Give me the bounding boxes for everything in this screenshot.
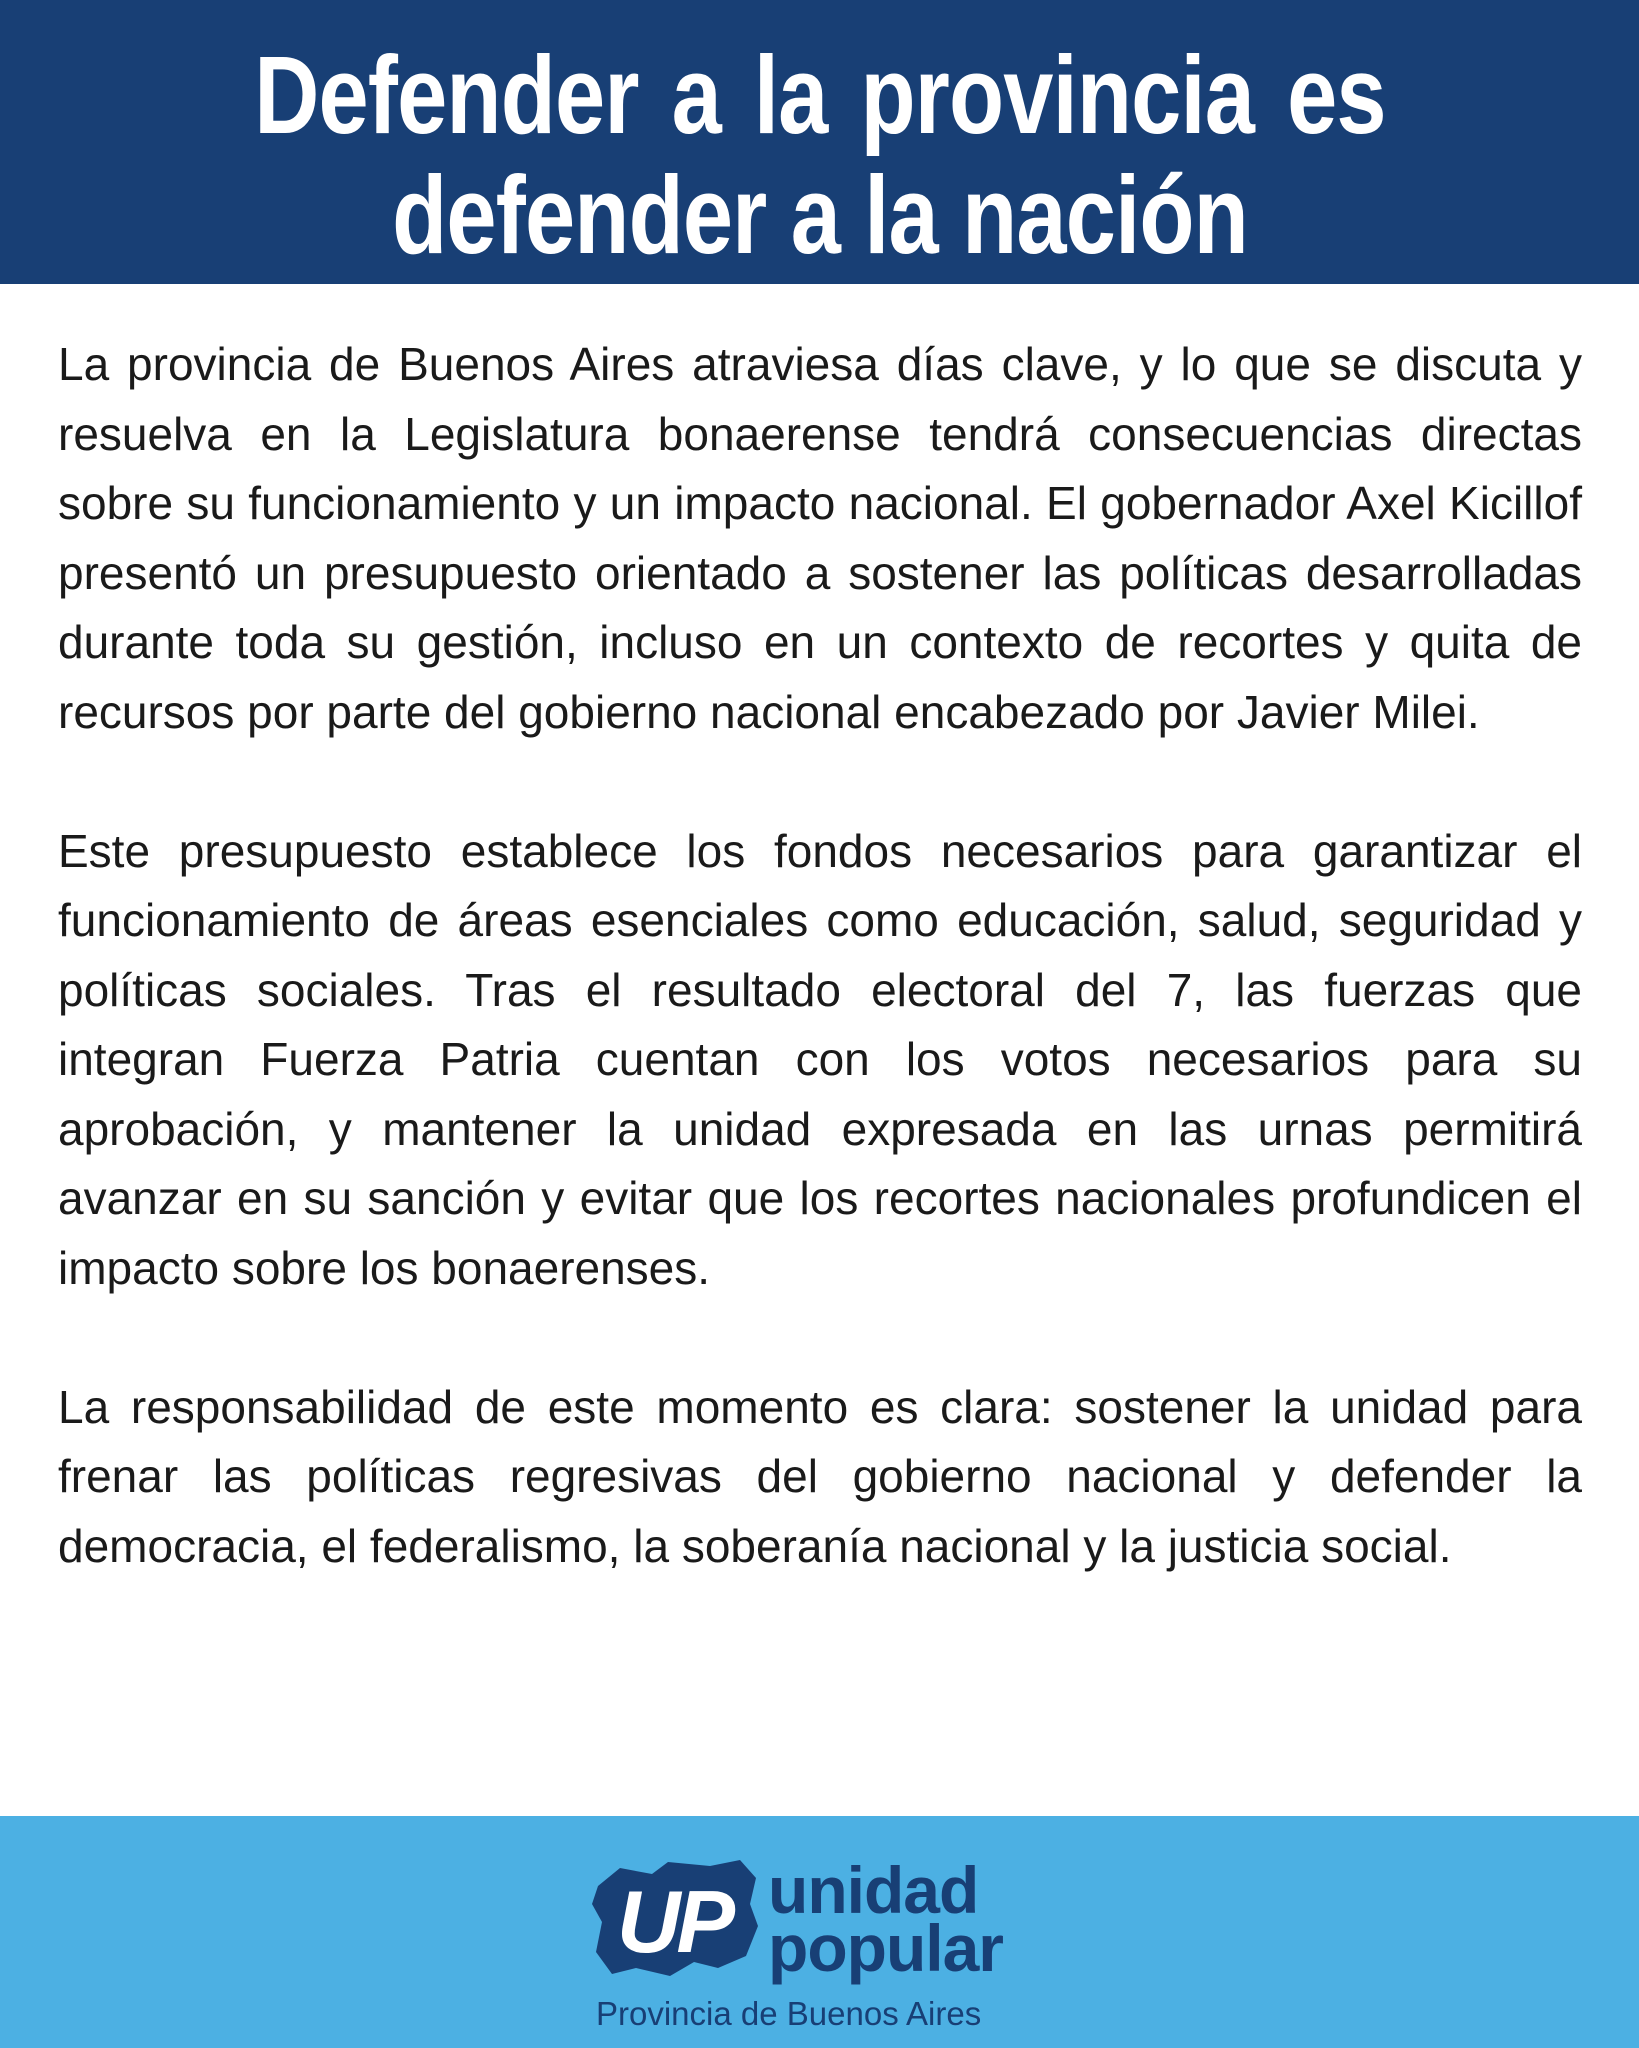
headline-word: Defender — [254, 34, 639, 157]
headline-word: la — [753, 34, 828, 157]
unidad-popular-logo — [590, 1846, 1040, 2031]
up-logo-mark-icon — [590, 1856, 760, 1978]
logo-word-popular: popular — [768, 1911, 1003, 1985]
headline-word: es — [1287, 34, 1386, 157]
article-paragraph-2: Este presupuesto establece los fondos necesarios para garantizar el funcionamiento de áreas esenciales como educación, salud, seguridad y políticas sociales. Tras el resultado electoral del 7, las fuerzas que integran Fuerza Patria cuentan con los votos necesarios para su aprobación, y mantener la unidad expresada en las urnas permitirá avanzar en su sanción y evitar que los recortes nacionales profundicen el impacto sobre los bonaerenses. — [58, 824, 1582, 1294]
article-paragraph-3: La responsabilidad de este momento es clara: sostener la unidad para frenar las políticas regresivas del gobierno nacional y defender la democracia, el federalismo, la soberanía nacional y la justicia social. — [58, 1380, 1582, 1572]
headline-word: provincia — [860, 34, 1255, 157]
logo-subtitle: Provincia de Buenos Aires — [596, 1995, 982, 2032]
headline-line-1 — [254, 36, 1386, 156]
logo-word-unidad: unidad — [768, 1853, 979, 1927]
article-body — [58, 330, 1582, 1581]
logo-mark-letters: UP — [616, 1872, 732, 1971]
article-paragraph-1: La provincia de Buenos Aires atraviesa días clave, y lo que se discuta y resuelva en la Legislatura bonaerense tendrá consecuencias directas sobre su funcionamiento y un impacto nacional. El gobernador Axel Kicillof presentó un presupuesto orientado a sostener las políticas desarrolladas durante toda su gestión, incluso en un contexto de recortes y quita de recursos por parte del gobierno nacional encabezado por Javier Milei. — [58, 338, 1582, 738]
header-banner — [0, 0, 1639, 284]
headline-line-2: defender a la nación — [392, 154, 1248, 277]
headline-word: a — [671, 34, 721, 157]
